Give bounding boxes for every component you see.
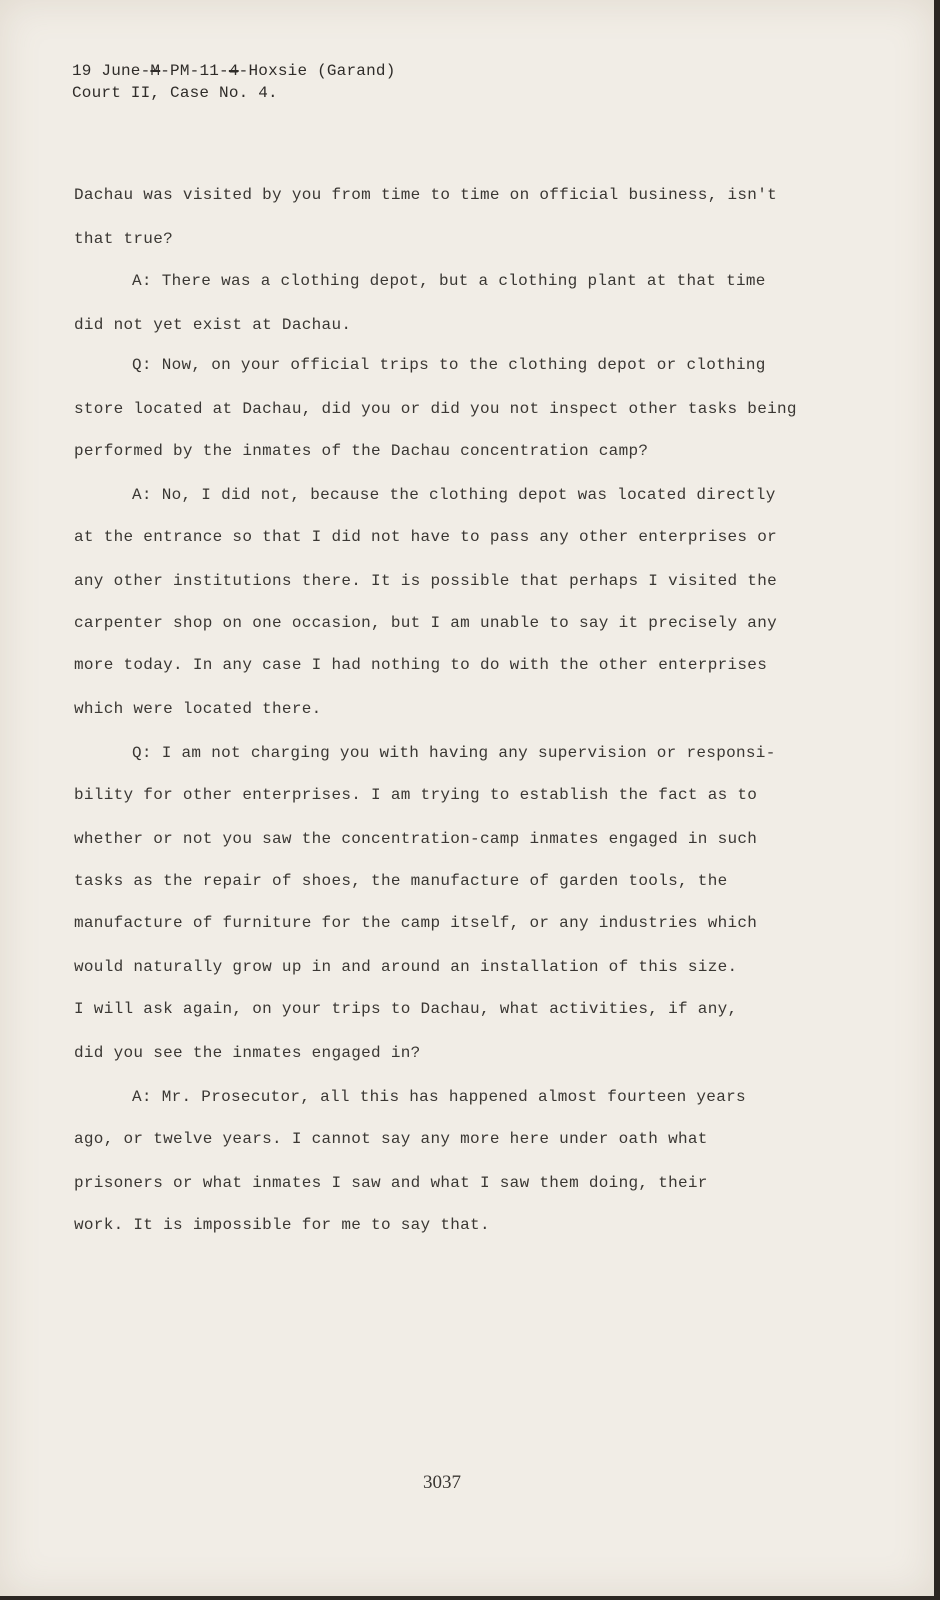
transcript-line: A: Mr. Prosecutor, all this has happened almost fourteen years xyxy=(132,1088,746,1106)
header-session: -PM-11- xyxy=(160,62,229,80)
transcript-line: Q: Now, on your official trips to the clothing depot or clothing xyxy=(132,356,766,374)
header-strike-2: 4 xyxy=(228,62,239,80)
transcript-line: A: There was a clothing depot, but a clothing plant at that time xyxy=(132,272,766,290)
transcript-line: would naturally grow up in and around an installation of this size. xyxy=(74,958,738,976)
header-date: 19 June- xyxy=(72,62,151,80)
transcript-line: that true? xyxy=(74,230,174,248)
header-strike-1: M xyxy=(150,62,161,80)
transcript-line: A: No, I did not, because the clothing depot was located directly xyxy=(132,486,776,504)
transcript-line: did not yet exist at Dachau. xyxy=(74,316,352,334)
header-reporter: -Hoxsie (Garand) xyxy=(238,62,396,80)
transcript-line: store located at Dachau, did you or did you not inspect other tasks being xyxy=(74,400,797,418)
header-case: Court II, Case No. 4. xyxy=(72,84,278,102)
transcript-line: work. It is impossible for me to say that. xyxy=(74,1216,490,1234)
transcript-line: Q: I am not charging you with having any supervision or responsi- xyxy=(132,744,776,762)
transcript-line: more today. In any case I had nothing to do with the other enterprises xyxy=(74,656,768,674)
header-line-1 xyxy=(72,62,396,80)
transcript-line: performed by the inmates of the Dachau concentration camp? xyxy=(74,442,649,460)
transcript-line: at the entrance so that I did not have to pass any other enterprises or xyxy=(74,528,778,546)
transcript-line: any other institutions there. It is possible that perhaps I visited the xyxy=(74,572,778,590)
transcript-line: which were located there. xyxy=(74,700,322,718)
transcript-line: manufacture of furniture for the camp itself, or any industries which xyxy=(74,914,758,932)
transcript-line: did you see the inmates engaged in? xyxy=(74,1044,421,1062)
transcript-line: I will ask again, on your trips to Dachau, what activities, if any, xyxy=(74,1000,738,1018)
transcript-line: whether or not you saw the concentration-camp inmates engaged in such xyxy=(74,830,758,848)
transcript-line: Dachau was visited by you from time to time on official business, isn't xyxy=(74,186,778,204)
transcript-line: ago, or twelve years. I cannot say any more here under oath what xyxy=(74,1130,708,1148)
transcript-line: bility for other enterprises. I am trying to establish the fact as to xyxy=(74,786,758,804)
transcript-line: carpenter shop on one occasion, but I am unable to say it precisely any xyxy=(74,614,778,632)
transcript-line: tasks as the repair of shoes, the manufacture of garden tools, the xyxy=(74,872,728,890)
transcript-line: prisoners or what inmates I saw and what I saw them doing, their xyxy=(74,1174,708,1192)
page-number: 3037 xyxy=(423,1472,461,1493)
